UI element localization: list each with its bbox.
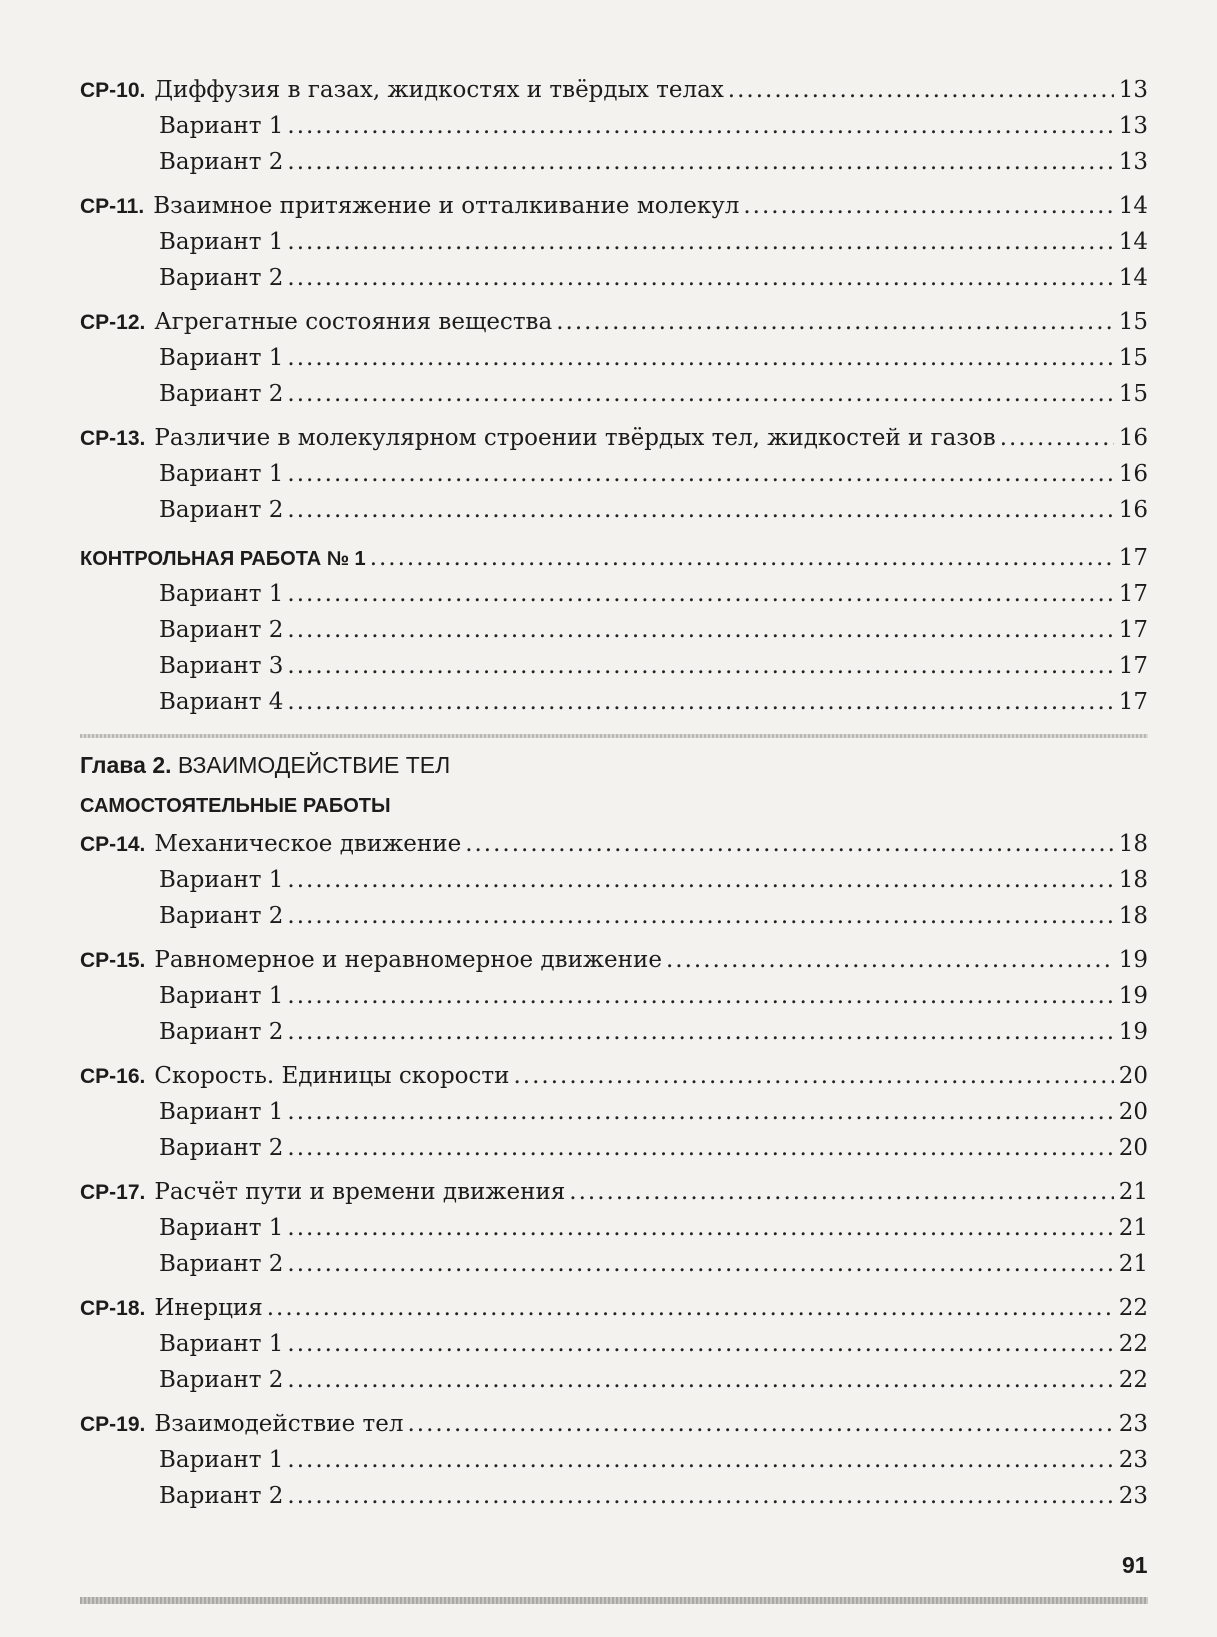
variant-label: Вариант 1 [159, 983, 284, 1009]
toc-entry-variant[interactable] [80, 1130, 1148, 1166]
section-group-chapter-1 [80, 72, 1148, 528]
section-code: СР-15. [80, 949, 146, 972]
toc-entry-section[interactable] [80, 826, 1148, 862]
entry-page: 14 [1118, 265, 1148, 291]
entry-page: 13 [1118, 77, 1148, 103]
variant-label: Вариант 1 [159, 581, 284, 607]
toc-entry-variant[interactable] [80, 862, 1148, 898]
chapter-title: ВЗАИМОДЕЙСТВИЕ ТЕЛ [177, 752, 451, 778]
toc-entry-variant[interactable] [80, 978, 1148, 1014]
divider [80, 734, 1148, 738]
entry-title: Равномерное и неравномерное движение [154, 947, 662, 973]
variant-label: Вариант 2 [159, 1019, 284, 1045]
entry-page: 17 [1118, 581, 1148, 607]
subheading: САМОСТОЯТЕЛЬНЫЕ РАБОТЫ [80, 795, 391, 817]
chapter-label: Глава 2. [80, 752, 172, 778]
section-code: СР-19. [80, 1413, 146, 1436]
entry-page: 16 [1118, 461, 1148, 487]
entry-title: Агрегатные состояния вещества [154, 309, 553, 335]
toc-entry-section[interactable] [80, 188, 1148, 224]
dot-leader [407, 1406, 1114, 1442]
variant-label: Вариант 1 [159, 1099, 284, 1125]
entry-page: 15 [1118, 309, 1148, 335]
entry-page: 23 [1118, 1411, 1148, 1437]
entry-page: 16 [1118, 425, 1148, 451]
entry-page: 17 [1118, 689, 1148, 715]
entry-page: 20 [1118, 1099, 1148, 1125]
toc-entry-variant[interactable] [80, 612, 1148, 648]
dot-leader [287, 862, 1114, 898]
entry-title: Взаимное притяжение и отталкивание молекул [153, 193, 740, 219]
variant-label: Вариант 2 [159, 1483, 284, 1509]
page-number: 91 [1122, 1552, 1148, 1578]
table-of-contents [80, 72, 1148, 1514]
dot-leader [569, 1174, 1114, 1210]
variant-label: Вариант 1 [159, 1215, 284, 1241]
toc-entry-variant[interactable] [80, 260, 1148, 296]
toc-entry-variant[interactable] [80, 340, 1148, 376]
section-code: СР-13. [80, 427, 146, 450]
dot-leader [287, 456, 1114, 492]
entry-page: 19 [1118, 947, 1148, 973]
dot-leader [287, 1094, 1114, 1130]
entry-page: 23 [1118, 1447, 1148, 1473]
dot-leader [287, 144, 1114, 180]
entry-page: 14 [1118, 229, 1148, 255]
variant-label: Вариант 2 [159, 149, 284, 175]
dot-leader [287, 1442, 1114, 1478]
variant-label: Вариант 1 [159, 1447, 284, 1473]
variant-label: Вариант 1 [159, 867, 284, 893]
toc-entry-test[interactable] [80, 540, 1148, 576]
dot-leader [287, 1326, 1114, 1362]
toc-entry-variant[interactable] [80, 144, 1148, 180]
dot-leader [728, 72, 1114, 108]
dot-leader [465, 826, 1114, 862]
dot-leader [370, 540, 1114, 576]
dot-leader [513, 1058, 1114, 1094]
entry-title: Расчёт пути и времени движения [154, 1179, 566, 1205]
variant-label: Вариант 1 [159, 345, 284, 371]
dot-leader [287, 260, 1114, 296]
dot-leader [287, 376, 1114, 412]
test-entry [80, 540, 1148, 720]
dot-leader [287, 612, 1114, 648]
variant-label: Вариант 2 [159, 1367, 284, 1393]
section-code: СР-18. [80, 1297, 146, 1320]
toc-entry-variant[interactable] [80, 684, 1148, 720]
entry-title: Инерция [154, 1295, 263, 1321]
toc-entry-variant[interactable] [80, 492, 1148, 528]
entry-page: 21 [1118, 1179, 1148, 1205]
dot-leader [267, 1290, 1114, 1326]
variant-label: Вариант 1 [159, 113, 284, 139]
test-variants [80, 576, 1148, 720]
toc-entry-variant[interactable] [80, 108, 1148, 144]
section-code: СР-11. [80, 195, 145, 218]
entry-page: 17 [1118, 617, 1148, 643]
toc-entry-variant[interactable] [80, 576, 1148, 612]
entry-page: 14 [1118, 193, 1148, 219]
dot-leader [287, 898, 1114, 934]
entry-page: 13 [1118, 113, 1148, 139]
toc-entry-variant[interactable] [80, 456, 1148, 492]
entry-page: 19 [1118, 1019, 1148, 1045]
entry-page: 17 [1118, 653, 1148, 679]
toc-entry-section[interactable] [80, 72, 1148, 108]
dot-leader [743, 188, 1114, 224]
entry-page: 22 [1118, 1331, 1148, 1357]
toc-entry-variant[interactable] [80, 1362, 1148, 1398]
entry-page: 20 [1118, 1063, 1148, 1089]
dot-leader [287, 1478, 1114, 1514]
entry-page: 15 [1118, 381, 1148, 407]
variant-label: Вариант 2 [159, 617, 284, 643]
entry-page: 16 [1118, 497, 1148, 523]
entry-title: Взаимодействие тел [154, 1411, 404, 1437]
section-code: СР-10. [80, 79, 146, 102]
entry-page: 22 [1118, 1367, 1148, 1393]
entry-page: 15 [1118, 345, 1148, 371]
dot-leader [1000, 420, 1114, 456]
section-code: СР-17. [80, 1181, 146, 1204]
variant-label: Вариант 1 [159, 461, 284, 487]
dot-leader [287, 1014, 1114, 1050]
toc-entry-variant[interactable] [80, 1014, 1148, 1050]
toc-entry-section[interactable] [80, 1058, 1148, 1094]
dot-leader [556, 304, 1114, 340]
variant-label: Вариант 1 [159, 1331, 284, 1357]
dot-leader [287, 1130, 1114, 1166]
entry-page: 20 [1118, 1135, 1148, 1161]
toc-entry-section[interactable] [80, 304, 1148, 340]
dot-leader [287, 492, 1114, 528]
entry-title: КОНТРОЛЬНАЯ РАБОТА № 1 [80, 548, 366, 570]
toc-entry-variant[interactable] [80, 1442, 1148, 1478]
dot-leader [287, 224, 1114, 260]
variant-label: Вариант 2 [159, 497, 284, 523]
entry-title: Скорость. Единицы скорости [154, 1063, 510, 1089]
entry-page: 21 [1118, 1251, 1148, 1277]
dot-leader [287, 978, 1114, 1014]
toc-entry-section[interactable] [80, 942, 1148, 978]
dot-leader [287, 648, 1114, 684]
entry-title: Механическое движение [154, 831, 462, 857]
bottom-rule [80, 1597, 1148, 1604]
section-code: СР-14. [80, 833, 146, 856]
variant-label: Вариант 3 [159, 653, 284, 679]
entry-page: 21 [1118, 1215, 1148, 1241]
variant-label: Вариант 4 [159, 689, 284, 715]
dot-leader [287, 684, 1114, 720]
entry-title: Диффузия в газах, жидкостях и твёрдых телах [154, 77, 724, 103]
dot-leader [287, 576, 1114, 612]
entry-page: 23 [1118, 1483, 1148, 1509]
entry-page: 18 [1118, 903, 1148, 929]
variant-label: Вариант 1 [159, 229, 284, 255]
dot-leader [287, 1210, 1114, 1246]
entry-page: 22 [1118, 1295, 1148, 1321]
section-group-chapter-2 [80, 826, 1148, 1514]
toc-entry-variant[interactable] [80, 224, 1148, 260]
toc-entry-variant[interactable] [80, 1326, 1148, 1362]
dot-leader [287, 1362, 1114, 1398]
chapter-heading [80, 744, 1148, 786]
toc-entry-variant[interactable] [80, 1210, 1148, 1246]
dot-leader [666, 942, 1114, 978]
variant-label: Вариант 2 [159, 1135, 284, 1161]
toc-entry-section[interactable] [80, 1406, 1148, 1442]
toc-entry-variant[interactable] [80, 648, 1148, 684]
variant-label: Вариант 2 [159, 903, 284, 929]
section-code: СР-16. [80, 1065, 146, 1088]
dot-leader [287, 1246, 1114, 1282]
entry-page: 19 [1118, 983, 1148, 1009]
toc-entry-variant[interactable] [80, 898, 1148, 934]
variant-label: Вариант 2 [159, 381, 284, 407]
variant-label: Вариант 2 [159, 1251, 284, 1277]
entry-page: 17 [1118, 545, 1148, 571]
toc-entry-variant[interactable] [80, 1246, 1148, 1282]
toc-entry-section[interactable] [80, 1290, 1148, 1326]
toc-entry-variant[interactable] [80, 1094, 1148, 1130]
section-code: СР-12. [80, 311, 146, 334]
entry-page: 18 [1118, 867, 1148, 893]
dot-leader [287, 340, 1114, 376]
toc-entry-variant[interactable] [80, 376, 1148, 412]
entry-title: Различие в молекулярном строении твёрдых тел, жидкостей и газов [154, 425, 996, 451]
toc-entry-section[interactable] [80, 1174, 1148, 1210]
entry-page: 13 [1118, 149, 1148, 175]
variant-label: Вариант 2 [159, 265, 284, 291]
toc-entry-section[interactable] [80, 420, 1148, 456]
entry-page: 18 [1118, 831, 1148, 857]
toc-entry-variant[interactable] [80, 1478, 1148, 1514]
dot-leader [287, 108, 1114, 144]
